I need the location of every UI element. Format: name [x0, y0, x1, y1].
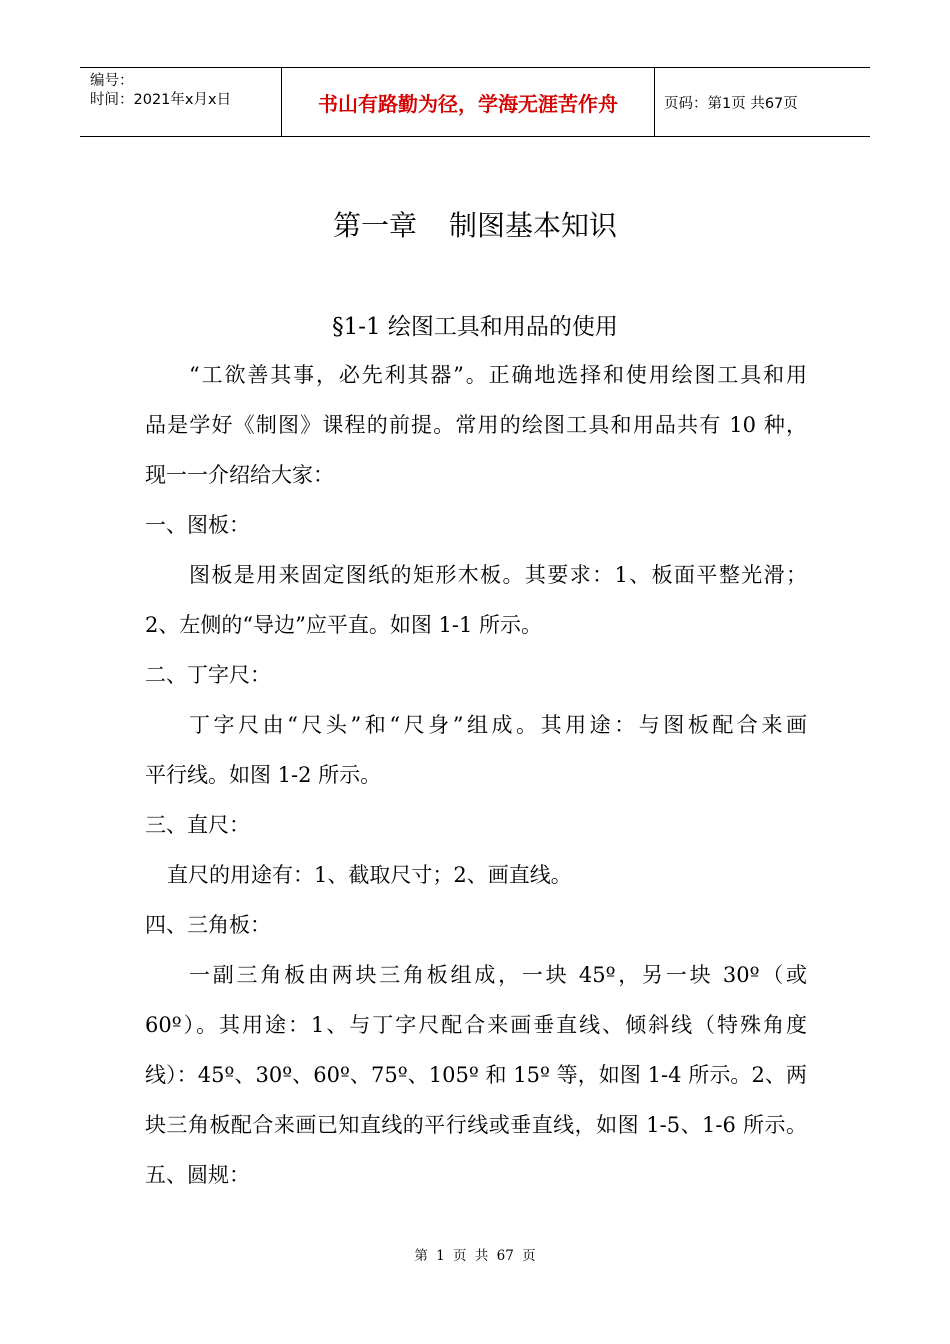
paragraph-line: 平行线。如图 1-2 所示。 [145, 763, 382, 787]
code-label: 编号： [90, 73, 134, 89]
chapter-name: 制图基本知识 [449, 209, 618, 242]
header-divider [654, 68, 655, 136]
paragraph-line: 2、左侧的“导边”应平直。如图 1-1 所示。 [145, 613, 542, 637]
item-heading: 二、丁字尺： [145, 663, 271, 687]
item-heading: 五、圆规： [145, 1163, 250, 1187]
header-table [80, 67, 870, 137]
paragraph-line: 线）：45º、30º、60º、75º、105º 和 15º 等，如图 1-4 所示。2、两 [145, 1063, 807, 1087]
page-footer: 第 1 页 共 67 页 [414, 1248, 536, 1264]
paragraph-line: 直尺的用途有：1、截取尺寸；2、画直线。 [167, 863, 572, 887]
chapter-number: 第一章 [332, 209, 417, 242]
paragraph-line: 品是学好《制图》课程的前提。常用的绘图工具和用品共有 10 种， [145, 413, 807, 437]
header-page-info: 页码：第1页 共67页 [664, 95, 798, 112]
item-heading: 一、图板： [145, 513, 250, 537]
paragraph-line: 块三角板配合来画已知直线的平行线或垂直线，如图 1-5、1-6 所示。 [145, 1113, 807, 1137]
header-meta [90, 72, 231, 110]
document-body [145, 350, 807, 1200]
header-motto: 书山有路勤为径，学海无涯苦作舟 [318, 91, 618, 116]
item-heading: 四、三角板： [145, 913, 271, 937]
paragraph-line: “工欲善其事，必先利其器”。正确地选择和使用绘图工具和用 [189, 363, 807, 387]
paragraph-line: 一副三角板由两块三角板组成，一块 45º，另一块 30º（或 [189, 963, 807, 987]
paragraph-line: 图板是用来固定图纸的矩形木板。其要求：1、板面平整光滑； [189, 563, 807, 587]
item-heading: 三、直尺： [145, 813, 250, 837]
chapter-title [0, 204, 950, 244]
section-title: §1-1 绘图工具和用品的使用 [332, 314, 618, 340]
paragraph-line: 现一一介绍给大家： [145, 463, 334, 487]
paragraph-line: 60º）。其用途：1、与丁字尺配合来画垂直线、倾斜线（特殊角度 [145, 1013, 807, 1037]
paragraph-line: 丁字尺由“尺头”和“尺身”组成。其用途：与图板配合来画 [189, 713, 807, 737]
time-label: 时间：2021年x月x日 [90, 92, 232, 108]
